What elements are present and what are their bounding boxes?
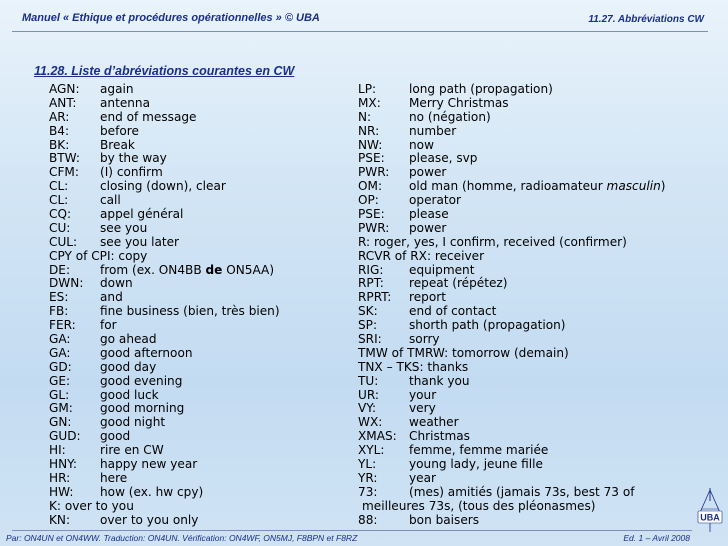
definition-text: closing (down), clear <box>100 179 226 194</box>
abbreviation-code: NW: <box>358 137 383 152</box>
abbreviation-code: SRI: <box>358 332 382 347</box>
abbreviation-code: 73: <box>358 484 378 499</box>
abbreviation-code: FER: <box>49 318 76 333</box>
abbreviation-row <box>49 375 349 389</box>
abbreviation-row <box>358 402 718 416</box>
definition-text: good day <box>100 359 157 374</box>
abbreviation-code: YL: <box>358 457 377 472</box>
abbreviation-row <box>49 250 349 264</box>
abbreviation-code: BTW: <box>49 151 81 166</box>
abbreviation-definition <box>100 430 349 444</box>
abbreviation-definition <box>409 472 718 486</box>
abbreviation-code: GM: <box>49 401 73 416</box>
abbreviation-row <box>358 333 718 347</box>
abbreviation-code: PWR: <box>358 165 390 180</box>
definition-text: ON5AA) <box>222 262 275 277</box>
abbreviation-row <box>358 236 718 250</box>
abbreviation-definition <box>409 416 718 430</box>
abbreviation-definition <box>409 458 718 472</box>
abbreviation-row <box>49 264 349 278</box>
abbreviation-row <box>358 430 718 444</box>
abbreviation-definition <box>100 416 349 430</box>
abbreviation-definition <box>100 97 349 111</box>
abbreviation-row <box>358 444 718 458</box>
abbreviation-definition <box>409 83 718 97</box>
abbreviation-row <box>49 486 349 500</box>
definition-text: your <box>409 387 437 402</box>
abbreviation-definition <box>100 291 349 305</box>
abbreviation-code: GE: <box>49 373 71 388</box>
abbreviation-row <box>358 222 718 236</box>
abbreviation-code: KN: <box>49 512 71 527</box>
logo-text: UBA <box>700 512 720 523</box>
abbreviation-definition <box>409 111 718 125</box>
definition-text: sorry <box>409 332 440 347</box>
abbreviation-row <box>49 152 349 166</box>
abbreviation-row <box>358 486 718 514</box>
definition-text: end of message <box>100 109 197 124</box>
abbreviation-definition <box>100 444 349 458</box>
definition-text: thank you <box>409 373 470 388</box>
abbreviation-row <box>49 222 349 236</box>
definition-text: good afternoon <box>100 345 193 360</box>
abbreviation-row <box>358 139 718 153</box>
abbreviation-row <box>358 389 718 403</box>
definition-text: down <box>100 276 133 291</box>
manual-title: Manuel « Ethique et procédures opérationnelles » © UBA <box>22 12 320 24</box>
abbreviation-code: CQ: <box>49 207 72 222</box>
definition-text: end of contact <box>409 304 497 319</box>
definition-text: appel général <box>100 207 184 222</box>
abbreviation-definition <box>100 166 349 180</box>
definition-continuation: meilleures 73s, (tous des pléonasmes) <box>362 498 596 513</box>
abbreviation-row <box>49 125 349 139</box>
abbreviation-definition <box>409 166 718 180</box>
definition-text: shorth path (propagation) <box>409 318 566 333</box>
abbreviation-code: BK: <box>49 137 70 152</box>
abbreviation-row <box>49 416 349 430</box>
abbreviation-code: WX: <box>358 415 383 430</box>
abbreviation-definition <box>100 152 349 166</box>
abbreviation-code: RPT: <box>358 276 384 291</box>
abbreviation-code: VY: <box>358 401 377 416</box>
abbreviation-definition <box>100 125 349 139</box>
definition-text: antenna <box>100 95 150 110</box>
abbreviation-row <box>49 180 349 194</box>
abbreviation-definition <box>409 125 718 139</box>
abbreviation-definition <box>100 319 349 333</box>
abbreviation-definition <box>409 208 718 222</box>
abbreviation-row <box>358 347 718 361</box>
abbreviation-definition <box>100 375 349 389</box>
abbreviation-row <box>358 319 718 333</box>
abbreviation-row <box>358 111 718 125</box>
definition-text: Merry Christmas <box>409 95 509 110</box>
definition-text: young lady, jeune fille <box>409 457 543 472</box>
definition-text: Break <box>100 137 135 152</box>
abbreviation-line: R: roger, yes, I confirm, received (confirmer) <box>358 234 627 249</box>
definition-text: femme, femme mariée <box>409 443 549 458</box>
abbreviation-row <box>358 458 718 472</box>
abbreviation-definition <box>409 514 718 528</box>
definition-text: (mes) amitiés (jamais 73s, best 73 of <box>409 484 635 499</box>
abbreviation-definition <box>100 472 349 486</box>
abbreviation-code: AR: <box>49 109 70 124</box>
definition-text: again <box>100 82 134 96</box>
abbreviation-row <box>358 472 718 486</box>
definition-text: before <box>100 123 139 138</box>
abbreviation-definition <box>100 361 349 375</box>
abbreviation-code: SK: <box>358 304 378 319</box>
abbreviation-definition <box>409 430 718 444</box>
abbreviation-row <box>49 166 349 180</box>
abbreviation-definition <box>409 305 718 319</box>
definition-text: by the way <box>100 151 167 166</box>
abbreviation-row <box>358 514 718 528</box>
definition-text: repeat (répétez) <box>409 276 508 291</box>
abbreviation-definition <box>409 291 718 305</box>
abbreviation-definition <box>100 236 349 250</box>
definition-text: report <box>409 290 446 305</box>
abbreviation-code: DWN: <box>49 276 84 291</box>
section-title: 11.28. Liste d’abréviations courantes en CW <box>34 64 295 78</box>
definition-text: equipment <box>409 262 475 277</box>
abbreviation-code: NR: <box>358 123 380 138</box>
footer-edition: Ed. 1 – Avril 2008 <box>623 533 690 543</box>
abbreviation-line: RCVR of RX: receiver <box>358 248 485 263</box>
abbreviation-list-left <box>49 83 349 528</box>
abbreviation-row <box>49 361 349 375</box>
abbreviation-definition <box>409 277 718 291</box>
abbreviation-definition <box>100 486 349 500</box>
abbreviation-line: TMW of TMRW: tomorrow (demain) <box>358 345 569 360</box>
abbreviation-code: GA: <box>49 345 71 360</box>
definition-text: from (ex. ON4BB <box>100 262 206 277</box>
abbreviation-row <box>49 277 349 291</box>
abbreviation-row <box>358 361 718 375</box>
abbreviation-row <box>358 277 718 291</box>
definition-text: for <box>100 318 117 333</box>
abbreviation-row <box>49 389 349 403</box>
abbreviation-code: PSE: <box>358 207 385 222</box>
definition-text: good night <box>100 415 166 430</box>
definition-text: operator <box>409 193 462 208</box>
definition-text: weather <box>409 415 459 430</box>
abbreviation-definition <box>409 194 718 208</box>
abbreviation-definition <box>409 402 718 416</box>
abbreviation-row <box>49 444 349 458</box>
abbreviation-definition <box>100 180 349 194</box>
abbreviation-definition <box>409 333 718 347</box>
abbreviation-code: PSE: <box>358 151 385 166</box>
abbreviation-definition <box>100 389 349 403</box>
definition-text: very <box>409 401 436 416</box>
abbreviation-code: CFM: <box>49 165 79 180</box>
abbreviation-definition <box>100 222 349 236</box>
abbreviation-code: GL: <box>49 387 70 402</box>
abbreviation-row <box>49 500 349 514</box>
abbreviation-code: XMAS: <box>358 429 397 444</box>
definition-text: here <box>100 470 128 485</box>
abbreviation-code: GN: <box>49 415 72 430</box>
abbreviation-code: HNY: <box>49 457 77 472</box>
abbreviation-row <box>358 416 718 430</box>
abbreviation-definition <box>100 139 349 153</box>
abbreviation-row <box>358 375 718 389</box>
definition-text: (I) confirm <box>100 165 163 180</box>
abbreviation-definition <box>100 194 349 208</box>
abbreviation-row <box>358 291 718 305</box>
abbreviation-row <box>358 180 718 194</box>
abbreviation-definition <box>362 484 718 514</box>
abbreviation-definition <box>100 111 349 125</box>
footer-divider <box>12 530 692 531</box>
abbreviation-row <box>49 347 349 361</box>
definition-text: rire en CW <box>100 443 164 458</box>
definition-text: please <box>409 207 449 222</box>
abbreviation-definition <box>409 180 718 194</box>
abbreviation-line: TNX – TKS: thanks <box>358 359 469 374</box>
abbreviation-code: B4: <box>49 123 70 138</box>
abbreviation-row <box>358 97 718 111</box>
definition-text: and <box>100 290 123 305</box>
abbreviation-code: HI: <box>49 443 66 458</box>
abbreviation-row <box>49 194 349 208</box>
abbreviation-definition <box>409 222 718 236</box>
abbreviation-row <box>49 514 349 528</box>
abbreviation-definition <box>409 444 718 458</box>
abbreviation-code: CL: <box>49 193 69 208</box>
abbreviation-definition <box>409 97 718 111</box>
abbreviation-code: RPRT: <box>358 290 392 305</box>
definition-italic-text: masculin <box>606 179 661 194</box>
abbreviation-definition <box>100 305 349 319</box>
abbreviation-code: OM: <box>358 179 383 194</box>
definition-text: call <box>100 193 121 208</box>
abbreviation-code: GD: <box>49 359 72 374</box>
abbreviation-code: HR: <box>49 470 71 485</box>
definition-text: good <box>100 429 131 444</box>
abbreviation-row <box>358 194 718 208</box>
section-reference: 11.27. Abbréviations CW <box>588 14 704 25</box>
abbreviation-row <box>49 472 349 486</box>
abbreviation-row <box>49 458 349 472</box>
abbreviation-code: UR: <box>358 387 379 402</box>
abbreviation-code: TU: <box>358 373 379 388</box>
abbreviation-code: GUD: <box>49 429 81 444</box>
abbreviation-list-right <box>358 83 718 528</box>
abbreviation-row <box>358 166 718 180</box>
abbreviation-row <box>49 402 349 416</box>
abbreviation-code: 88: <box>358 512 378 527</box>
abbreviation-row <box>358 208 718 222</box>
definition-text: power <box>409 220 447 235</box>
abbreviation-code: GA: <box>49 332 71 347</box>
abbreviation-code: XYL: <box>358 443 385 458</box>
abbreviation-row <box>49 291 349 305</box>
abbreviation-row <box>49 97 349 111</box>
definition-text: go ahead <box>100 332 157 347</box>
definition-bold-text: de <box>205 262 223 277</box>
definition-text: number <box>409 123 457 138</box>
definition-text: how (ex. hw cpy) <box>100 484 204 499</box>
abbreviation-code: OP: <box>358 193 379 208</box>
abbreviation-row <box>49 236 349 250</box>
footer-credits: Par: ON4UN et ON4WW. Traduction: ON4UN. Vérification: ON4WF, ON5MJ, F8BPN et F8RZ <box>6 533 358 543</box>
definition-text: good luck <box>100 387 159 402</box>
definition-text: bon baisers <box>409 512 480 527</box>
abbreviation-code: FB: <box>49 304 69 319</box>
abbreviation-code: YR: <box>358 470 378 485</box>
definition-text: good evening <box>100 373 183 388</box>
definition-text: no (négation) <box>409 109 491 124</box>
definition-text: old man (homme, radioamateur <box>409 179 607 194</box>
abbreviation-definition <box>100 264 349 278</box>
abbreviation-row <box>358 125 718 139</box>
abbreviation-definition <box>100 458 349 472</box>
definition-text: good morning <box>100 401 185 416</box>
abbreviation-definition <box>100 277 349 291</box>
abbreviation-code: HW: <box>49 484 74 499</box>
abbreviation-code: CUL: <box>49 234 78 249</box>
definition-text: power <box>409 165 447 180</box>
abbreviation-definition <box>409 389 718 403</box>
abbreviation-definition <box>409 375 718 389</box>
abbreviation-code: SP: <box>358 318 378 333</box>
abbreviation-definition <box>100 514 349 528</box>
abbreviation-definition <box>409 152 718 166</box>
abbreviation-code: DE: <box>49 262 71 277</box>
abbreviation-row <box>49 83 349 97</box>
abbreviation-code: CL: <box>49 179 69 194</box>
abbreviation-definition <box>100 347 349 361</box>
abbreviation-line: K: over to you <box>49 498 134 513</box>
abbreviation-line: CPY of CPI: copy <box>49 248 148 263</box>
abbreviation-code: AGN: <box>49 82 80 96</box>
abbreviation-row <box>49 111 349 125</box>
abbreviation-row <box>49 430 349 444</box>
abbreviation-row <box>49 305 349 319</box>
definition-text: year <box>409 470 436 485</box>
header-divider <box>12 31 708 32</box>
definition-text: now <box>409 137 434 152</box>
definition-text: please, svp <box>409 151 478 166</box>
abbreviation-definition <box>100 333 349 347</box>
abbreviation-row <box>358 83 718 97</box>
abbreviation-code: ES: <box>49 290 69 305</box>
abbreviation-row <box>358 152 718 166</box>
abbreviation-definition <box>100 83 349 97</box>
abbreviation-definition <box>100 402 349 416</box>
abbreviation-row <box>49 333 349 347</box>
abbreviation-code: LP: <box>358 82 377 96</box>
abbreviation-row <box>49 319 349 333</box>
abbreviation-code: CU: <box>49 220 71 235</box>
abbreviation-row <box>49 139 349 153</box>
abbreviation-definition <box>409 319 718 333</box>
abbreviation-definition <box>100 208 349 222</box>
abbreviation-code: N: <box>358 109 372 124</box>
definition-text: happy new year <box>100 457 198 472</box>
definition-text: long path (propagation) <box>409 82 553 96</box>
definition-text: see you <box>100 220 148 235</box>
definition-text: Christmas <box>409 429 470 444</box>
abbreviation-row <box>358 264 718 278</box>
definition-text: over to you only <box>100 512 199 527</box>
abbreviation-definition <box>409 139 718 153</box>
abbreviation-row <box>358 305 718 319</box>
definition-text: ) <box>660 179 666 194</box>
uba-logo-icon <box>695 487 725 533</box>
abbreviation-definition <box>409 264 718 278</box>
abbreviation-code: RIG: <box>358 262 384 277</box>
definition-text: fine business (bien, très bien) <box>100 304 280 319</box>
abbreviation-code: PWR: <box>358 220 390 235</box>
definition-text: see you later <box>100 234 180 249</box>
abbreviation-row <box>358 250 718 264</box>
abbreviation-row <box>49 208 349 222</box>
abbreviation-code: ANT: <box>49 95 77 110</box>
abbreviation-code: MX: <box>358 95 381 110</box>
